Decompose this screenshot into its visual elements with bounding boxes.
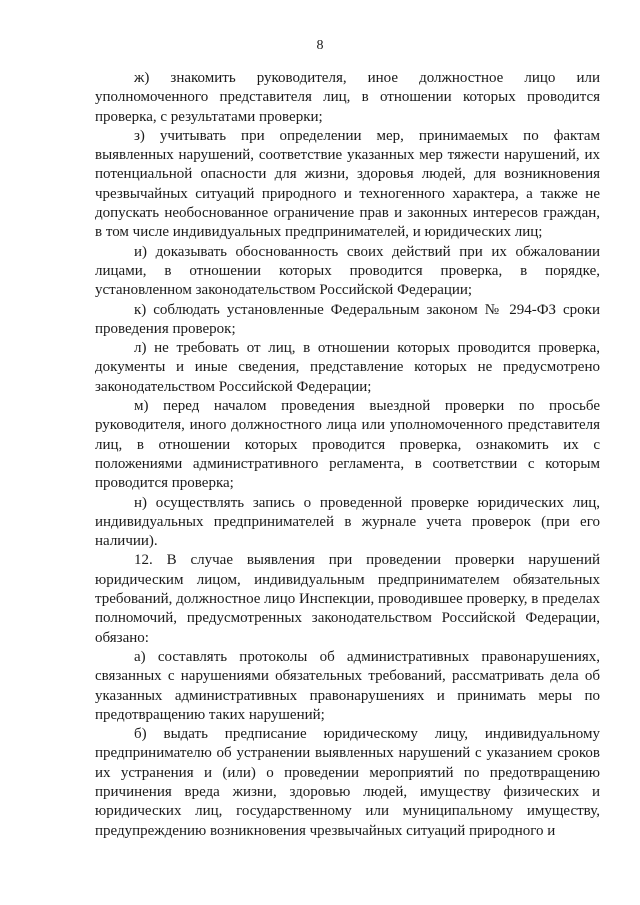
paragraph-z: з) учитывать при определении мер, принимаемых по фактам выявленных нарушений, соответствие указанных мер тяжести нарушений, их потенциальной опасности для жизни, здоровья людей, для возникновения чрезвычайных ситуаций природного и техногенного характера, а также не допускать необоснованное ограничение прав и законных интересов граждан, в том числе индивидуальных предпринимателей, и юридических лиц;: [95, 127, 600, 241]
paragraph-k: к) соблюдать установленные Федеральным законом № 294-ФЗ сроки проведения проверок;: [95, 301, 600, 337]
paragraph-12: 12. В случае выявления при проведении проверки нарушений юридическим лицом, индивидуальным предпринимателем обязательных требований, должностное лицо Инспекции, проводившее проверку, в пределах полномочий, предусмотренных законодательством Российской Федерации, обязано:: [95, 552, 600, 646]
document-body: [95, 69, 600, 841]
paragraph-m: м) перед началом проведения выездной проверки по просьбе руководителя, иного должностного лица или уполномоченного представителя лиц, в отношении которых проводится проверка, ознакомить их с положениями административного регламента, в соответствии с которым проводится проверка;: [95, 398, 600, 492]
page-number: 8: [316, 38, 324, 53]
paragraph-l: л) не требовать от лиц, в отношении которых проводится проверка, документы и иные сведения, представление которых не предусмотрено законодательством Российской Федерации;: [95, 340, 600, 395]
paragraph-a: а) составлять протоколы об административных правонарушениях, связанных с нарушениями обязательных требований, рассматривать дела об указанных административных правонарушениях и принимать меры по предотвращению таких нарушений;: [95, 648, 600, 723]
paragraph-b: б) выдать предписание юридическому лицу, индивидуальному предпринимателю об устранении выявленных нарушений с указанием сроков их устранения и (или) о проведении мероприятий по предотвращению причинения вреда жизни, здоровью людей, имуществу физических и юридических лиц, государственному или муниципальному имуществу, предупреждению возникновения чрезвычайных ситуаций природного и: [95, 726, 600, 839]
paragraph-n: н) осуществлять запись о проведенной проверке юридических лиц, индивидуальных предпринимателей в журнале учета проверок (при его наличии).: [95, 494, 600, 550]
paragraph-zh: ж) знакомить руководителя, иное должностное лицо или уполномоченного представителя лиц, в отношении которых проводится проверка, с результатами проверки;: [95, 70, 600, 125]
paragraph-i: и) доказывать обоснованность своих действий при их обжаловании лицами, в отношении которых проводится проверка, в порядке, установленном законодательством Российской Федерации;: [95, 243, 600, 299]
